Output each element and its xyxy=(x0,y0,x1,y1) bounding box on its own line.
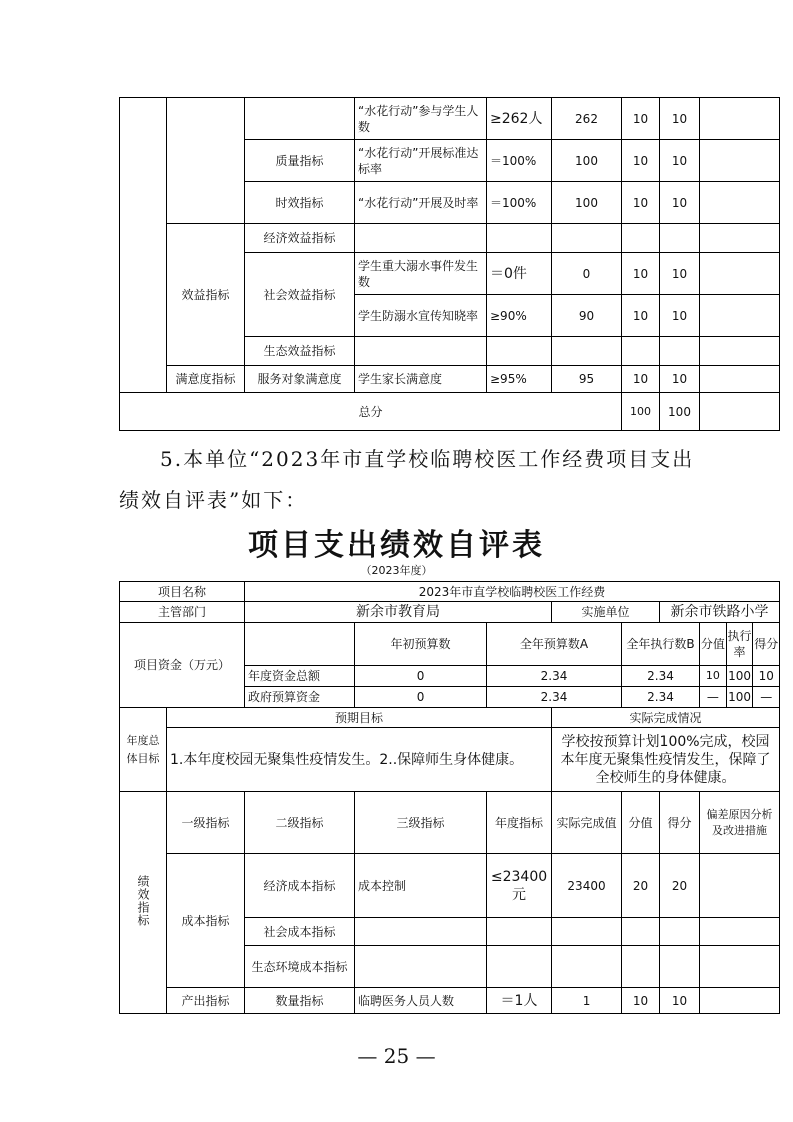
blank-cell xyxy=(660,946,700,988)
total-score-value: 100 xyxy=(622,393,660,431)
performance-table-continued xyxy=(119,97,780,431)
annual-goal-label: 年度总体目标 xyxy=(120,708,167,792)
annual-index: ≥95% xyxy=(487,366,552,393)
annual-index: ＝0件 xyxy=(487,253,552,295)
project-name-label: 项目名称 xyxy=(120,582,245,602)
actual-value: 95 xyxy=(552,366,622,393)
score: 10 xyxy=(660,295,700,337)
score-header: 得分 xyxy=(754,637,779,651)
expected-goal-text: 1.本年度校园无聚集性疫情发生。2..保障师生身体健康。 xyxy=(167,728,552,792)
paragraph-line-2: 绩效自评表”如下： xyxy=(119,488,308,512)
second-indicator: 生态环境成本指标 xyxy=(245,946,355,988)
actual-value: 100 xyxy=(552,182,622,224)
blank-cell xyxy=(167,98,245,224)
third-indicator-header: 三级指标 xyxy=(355,792,487,854)
first-indicator-header: 一级指标 xyxy=(167,792,245,854)
annual-index: ＝100% xyxy=(487,182,552,224)
annual-index: ＝1人 xyxy=(487,988,552,1014)
expected-goal-label: 预期目标 xyxy=(167,708,552,728)
blank-cell xyxy=(245,623,355,666)
score: 20 xyxy=(660,854,700,918)
self-evaluation-table xyxy=(119,581,780,1014)
funds-score-value: 10 xyxy=(700,666,727,686)
score: 10 xyxy=(660,366,700,393)
blank-cell xyxy=(660,918,700,946)
annual-index: ≤23400元 xyxy=(487,854,552,918)
reason-cell xyxy=(700,854,780,918)
actual-completion-label: 实际完成情况 xyxy=(552,708,780,728)
paragraph-line-1: 5.本单位“2023年市直学校临聘校医工作经费项目支出 xyxy=(160,447,695,471)
reason-cell xyxy=(700,182,780,224)
impl-value: 新余市铁路小学 xyxy=(660,602,780,623)
actual-value: 100 xyxy=(552,140,622,182)
full-budget: 2.34 xyxy=(487,687,622,708)
score: 10 xyxy=(660,253,700,295)
exec-amount: 2.34 xyxy=(622,687,700,708)
blank-cell xyxy=(552,337,622,366)
blank-cell xyxy=(700,946,780,988)
exec-rate-header: 执行率 xyxy=(727,623,754,665)
score: 10 xyxy=(660,988,700,1014)
score: 10 xyxy=(660,98,700,140)
second-indicator: 数量指标 xyxy=(245,988,355,1014)
second-indicator: 质量指标 xyxy=(245,140,355,182)
total-label: 总分 xyxy=(120,393,622,431)
blank-cell xyxy=(355,918,487,946)
score-header: 得分 xyxy=(660,792,700,854)
total-score: 100 xyxy=(660,393,700,431)
funds-exec-rate: 100 xyxy=(727,666,754,686)
blank-cell xyxy=(245,98,355,140)
funds-exec-rate: 100 xyxy=(727,687,754,707)
blank-cell xyxy=(552,918,622,946)
blank-cell xyxy=(660,224,700,253)
blank-cell xyxy=(700,337,780,366)
score-value: 10 xyxy=(622,98,660,140)
score: 10 xyxy=(660,182,700,224)
third-indicator: “水花行动”开展标准达标率 xyxy=(355,140,487,182)
funds-label: 项目资金（万元） xyxy=(120,623,245,708)
blank-cell xyxy=(355,337,487,366)
first-indicator: 产出指标 xyxy=(167,988,245,1014)
score: 10 xyxy=(660,140,700,182)
reason-header: 偏差原因分析及改进措施 xyxy=(700,792,780,854)
reason-cell xyxy=(700,295,780,337)
blank-cell xyxy=(660,337,700,366)
actual-value: 1 xyxy=(552,988,622,1014)
project-name: 2023年市直学校临聘校医工作经费 xyxy=(245,582,780,602)
blank-cell xyxy=(700,224,780,253)
second-indicator: 经济成本指标 xyxy=(245,854,355,918)
score-value: 10 xyxy=(622,253,660,295)
reason-cell xyxy=(700,393,780,431)
actual-value: 90 xyxy=(552,295,622,337)
score-value: 10 xyxy=(622,295,660,337)
blank-cell xyxy=(622,946,660,988)
actual-value-header: 实际完成值 xyxy=(552,792,622,854)
second-indicator: 生态效益指标 xyxy=(245,337,355,366)
third-indicator: 成本控制 xyxy=(355,854,487,918)
second-indicator: 经济效益指标 xyxy=(245,224,355,253)
funds-row-name: 年度资金总额 xyxy=(245,666,355,687)
initial-budget-header: 年初预算数 xyxy=(355,623,487,666)
third-indicator: “水花行动”开展及时率 xyxy=(355,182,487,224)
reason-cell xyxy=(700,140,780,182)
impl-label: 实施单位 xyxy=(552,602,660,623)
blank-cell xyxy=(487,224,552,253)
funds-row-name: 政府预算资金 xyxy=(245,687,355,708)
exec-amount: 2.34 xyxy=(622,666,700,687)
page-number: — 25 — xyxy=(357,1044,436,1068)
initial-budget: 0 xyxy=(355,687,487,708)
annual-index: ≥262人 xyxy=(487,98,552,140)
second-indicator: 社会效益指标 xyxy=(245,253,355,337)
blank-cell xyxy=(120,98,167,393)
funds-score: — xyxy=(760,690,773,704)
annual-index: ＝100% xyxy=(487,140,552,182)
first-indicator: 满意度指标 xyxy=(167,366,245,393)
benefit-indicator-label: 效益指标 xyxy=(167,224,245,366)
reason-cell xyxy=(700,988,780,1014)
reason-cell xyxy=(700,366,780,393)
blank-cell xyxy=(552,224,622,253)
form-title: 项目支出绩效自评表 xyxy=(248,528,545,563)
score-value: 10 xyxy=(622,366,660,393)
blank-cell xyxy=(487,918,552,946)
initial-budget: 0 xyxy=(355,666,487,687)
perf-indicator-label: 绩效指标 xyxy=(136,874,150,927)
score-value-header: 分值 xyxy=(700,623,727,665)
form-year: （2023年度） xyxy=(360,564,433,577)
full-budget: 2.34 xyxy=(487,666,622,687)
funds-score: 10 xyxy=(758,669,774,683)
blank-cell xyxy=(622,224,660,253)
blank-cell xyxy=(622,337,660,366)
score-value: 10 xyxy=(622,140,660,182)
third-indicator: 临聘医务人员人数 xyxy=(355,988,487,1014)
funds-score-value: — xyxy=(700,687,727,707)
actual-completion-text: 学校按预算计划100%完成，校园本年度无聚集性疫情发生，保障了全校师生的身体健康。 xyxy=(552,728,780,792)
blank-cell xyxy=(355,946,487,988)
blank-cell xyxy=(552,946,622,988)
blank-cell xyxy=(622,918,660,946)
full-budget-header: 全年预算数A xyxy=(487,623,622,666)
actual-value: 23400 xyxy=(552,854,622,918)
blank-cell xyxy=(487,946,552,988)
cost-indicator-label: 成本指标 xyxy=(167,854,245,988)
dept-value: 新余市教育局 xyxy=(245,602,552,623)
dept-label: 主管部门 xyxy=(120,602,245,623)
third-indicator: 学生防溺水宣传知晓率 xyxy=(355,295,487,337)
third-indicator: “水花行动”参与学生人数 xyxy=(355,98,487,140)
annual-index-header: 年度指标 xyxy=(487,792,552,854)
blank-cell xyxy=(487,337,552,366)
reason-cell xyxy=(700,98,780,140)
second-indicator-header: 二级指标 xyxy=(245,792,355,854)
annual-index: ≥90% xyxy=(487,295,552,337)
actual-value: 262 xyxy=(552,98,622,140)
actual-value: 0 xyxy=(552,253,622,295)
reason-cell xyxy=(700,253,780,295)
score-value-header: 分值 xyxy=(622,792,660,854)
second-indicator: 服务对象满意度 xyxy=(245,366,355,393)
exec-header: 全年执行数B xyxy=(622,623,700,666)
blank-cell xyxy=(355,224,487,253)
second-indicator: 时效指标 xyxy=(245,182,355,224)
score-value: 20 xyxy=(622,854,660,918)
blank-cell xyxy=(700,918,780,946)
score-value: 10 xyxy=(622,988,660,1014)
second-indicator: 社会成本指标 xyxy=(245,918,355,946)
third-indicator: 学生家长满意度 xyxy=(355,366,487,393)
score-value: 10 xyxy=(622,182,660,224)
third-indicator: 学生重大溺水事件发生数 xyxy=(355,253,487,295)
